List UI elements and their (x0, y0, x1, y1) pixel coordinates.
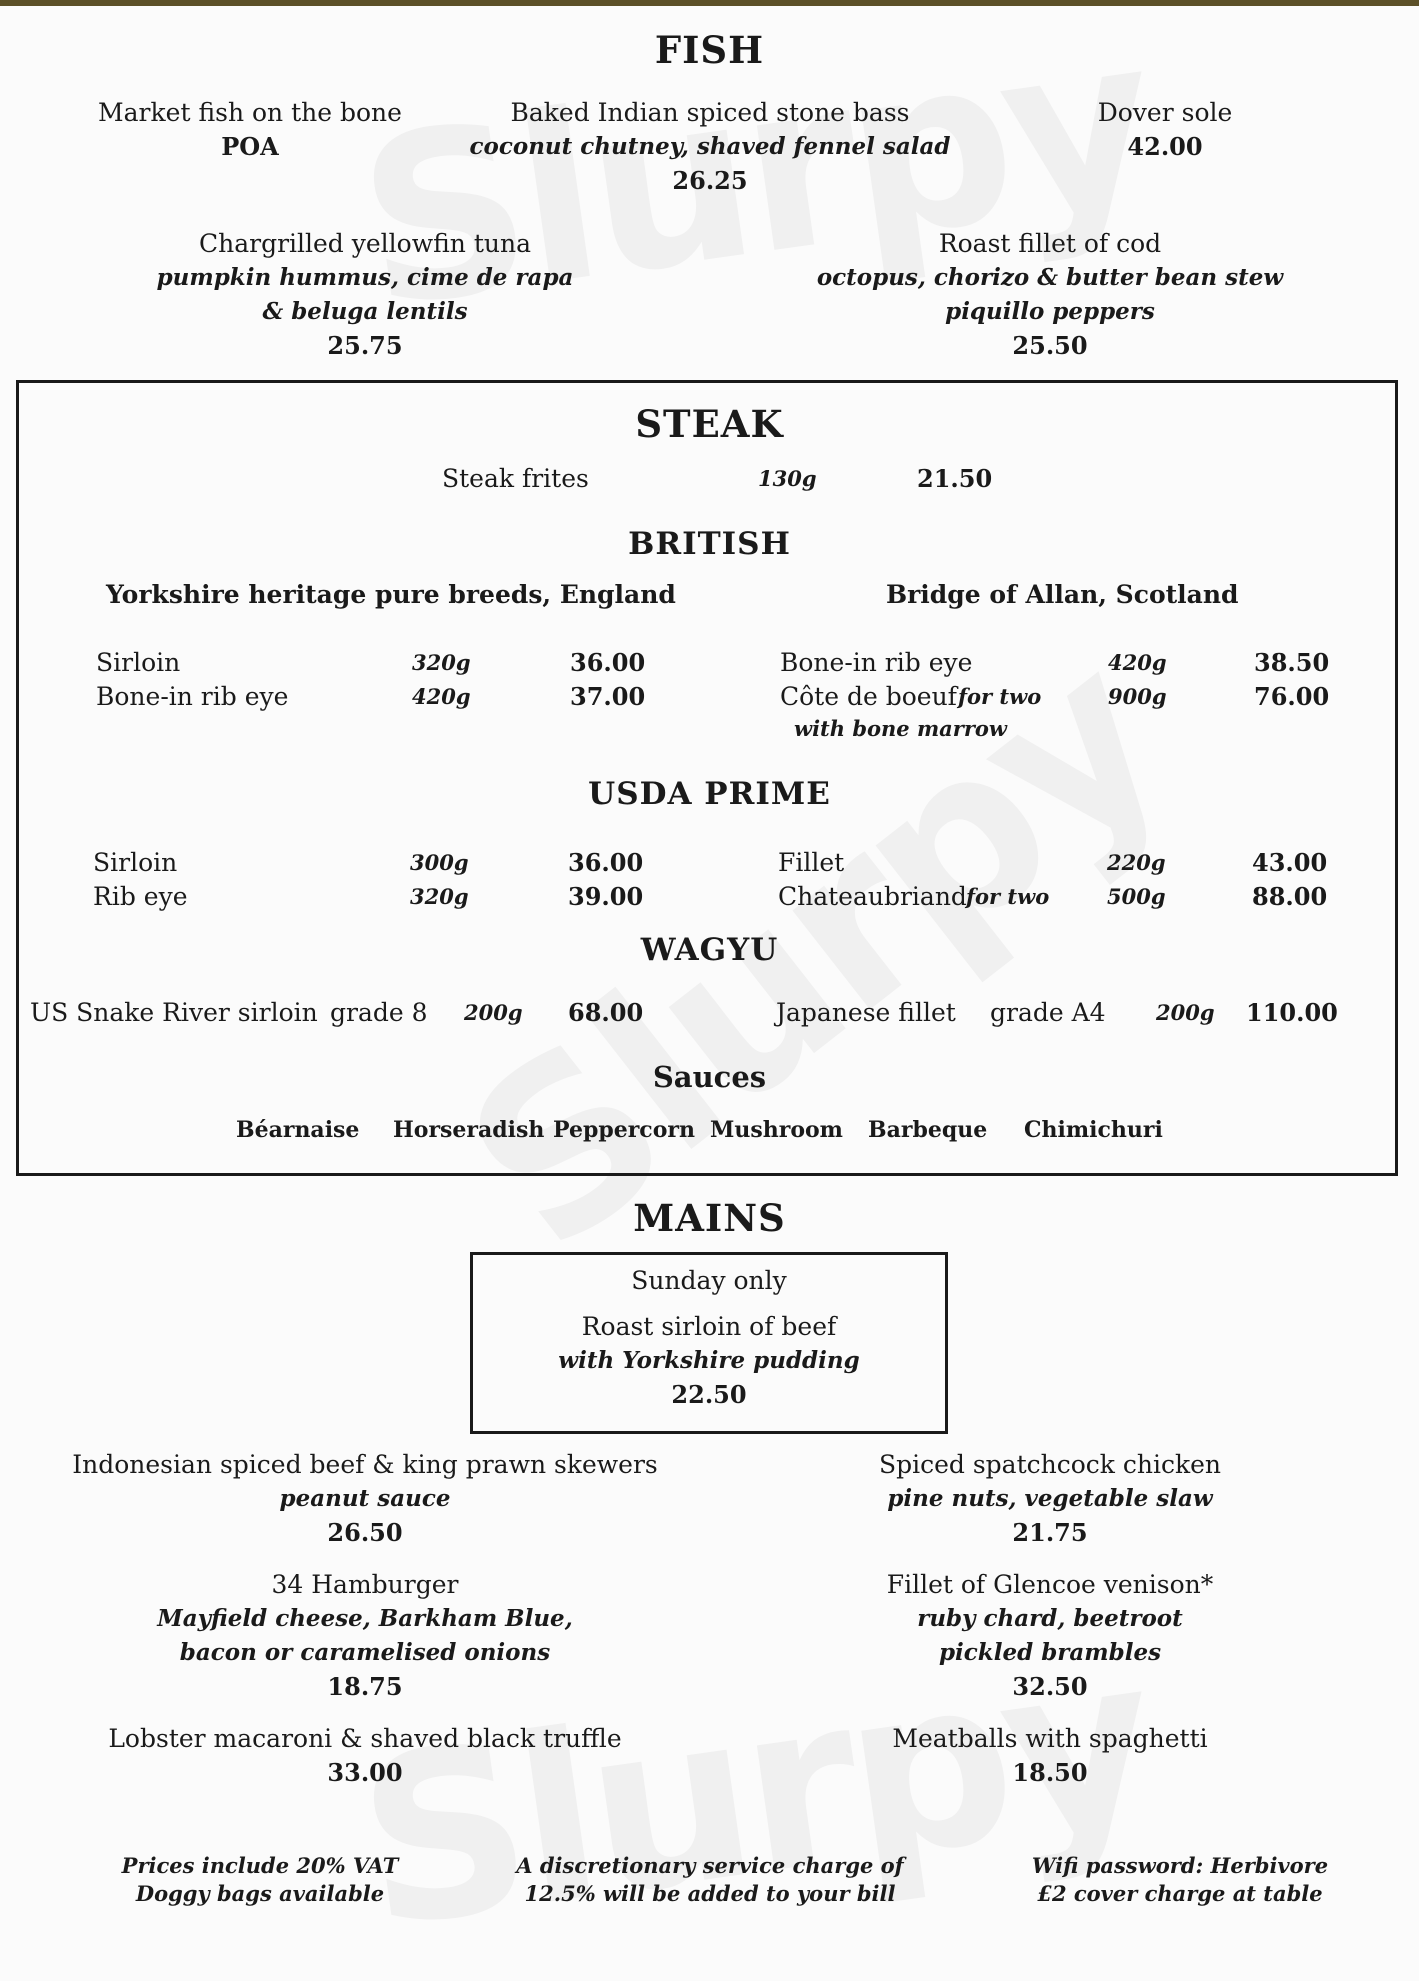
steak-name: Rib eye (93, 882, 188, 911)
dish-name: Chargrilled yellowfin tuna (198, 229, 531, 258)
steak-note: for two (966, 884, 1050, 909)
footer-note: Prices include 20% VAT (121, 1853, 399, 1878)
footer-note: £2 cover charge at table (1037, 1881, 1323, 1906)
dish-price: 21.75 (1012, 1518, 1088, 1547)
menu-item (60, 96, 440, 164)
dish-price: 22.50 (671, 1380, 747, 1409)
dish-price: 25.75 (327, 331, 403, 360)
dish-price: 25.50 (1012, 331, 1088, 360)
steak-name: US Snake River sirloin (30, 998, 318, 1027)
dish-price: 42.00 (1127, 132, 1203, 161)
subsection-title-sauces: Sauces (652, 1060, 767, 1094)
footer-note: A discretionary service charge of (516, 1853, 904, 1878)
steak-name: Fillet (778, 848, 845, 877)
dish-name: Dover sole (1097, 98, 1233, 127)
steak-price: 36.00 (568, 848, 644, 877)
dish-description: pumpkin hummus, cime de rapa (156, 264, 574, 291)
footer-left (90, 1852, 430, 1908)
steak-weight: 320g (410, 884, 469, 909)
steak-name: Japanese fillet (776, 998, 956, 1027)
subsection-title-usda: USDA PRIME (588, 776, 831, 812)
steak-price: 39.00 (568, 882, 644, 911)
sauce-item: Peppercorn (553, 1117, 695, 1143)
dish-description: bacon or caramelised onions (179, 1639, 551, 1666)
sauce-item: Chimichuri (1024, 1117, 1163, 1143)
steak-grade: grade 8 (330, 998, 428, 1027)
footer-right (990, 1852, 1370, 1908)
subsection-title-wagyu: WAGYU (640, 932, 779, 968)
dish-name: Market fish on the bone (98, 98, 402, 127)
steak-price: 43.00 (1252, 848, 1328, 877)
dish-description: & beluga lentils (262, 298, 468, 325)
sauce-item: Mushroom (710, 1117, 843, 1143)
dish-name: 34 Hamburger (271, 1570, 459, 1599)
dish-price: 32.50 (1012, 1672, 1088, 1701)
steak-extra: with bone marrow (794, 716, 1008, 741)
dish-description: pickled brambles (938, 1639, 1162, 1666)
steak-name: Bone-in rib eye (780, 648, 973, 677)
dish-name: Roast sirloin of beef (581, 1312, 837, 1341)
sunday-label: Sunday only (631, 1266, 787, 1295)
menu-item (820, 1448, 1280, 1550)
subsection-title-british: BRITISH (628, 526, 791, 562)
steak-weight: 220g (1107, 850, 1166, 875)
origin-label: Bridge of Allan, Scotland (886, 580, 1239, 609)
menu-item (820, 1722, 1280, 1790)
steak-name: Sirloin (96, 648, 181, 677)
dish-description: ruby chard, beetroot (917, 1605, 1183, 1632)
sauce-item: Horseradish (393, 1117, 545, 1143)
menu-item (790, 227, 1310, 363)
steak-note: for two (958, 684, 1042, 709)
sauce-item: Béarnaise (236, 1117, 360, 1143)
steak-price: 38.50 (1254, 648, 1330, 677)
steak-name: Bone-in rib eye (96, 682, 289, 711)
footer-note: Doggy bags available (135, 1881, 385, 1906)
footer-note: 12.5% will be added to your bill (524, 1881, 896, 1906)
dish-price: 18.50 (1012, 1758, 1088, 1787)
steak-price: 88.00 (1252, 882, 1328, 911)
menu-item (110, 1568, 620, 1704)
dish-name: Fillet of Glencoe venison* (886, 1570, 1214, 1599)
steak-price: 37.00 (570, 682, 646, 711)
section-title-steak: STEAK (635, 402, 784, 446)
dish-name: Baked Indian spiced stone bass (510, 98, 910, 127)
dish-name: Roast fillet of cod (938, 229, 1162, 258)
steak-price: 68.00 (568, 998, 644, 1027)
section-title-mains: MAINS (633, 1196, 786, 1240)
menu-item (100, 227, 630, 363)
dish-name: Spiced spatchcock chicken (878, 1450, 1222, 1479)
dish-price: 33.00 (327, 1758, 403, 1787)
origin-label: Yorkshire heritage pure breeds, England (106, 580, 676, 609)
dish-description: Mayfield cheese, Barkham Blue, (157, 1605, 573, 1632)
steak-weight: 500g (1107, 884, 1166, 909)
steak-weight: 200g (464, 1000, 523, 1025)
footer-middle (500, 1852, 920, 1908)
dish-description: with Yorkshire pudding (558, 1347, 860, 1374)
dish-description: pine nuts, vegetable slaw (887, 1485, 1213, 1512)
dish-name: Lobster macaroni & shaved black truffle (108, 1724, 622, 1753)
dish-price: 18.75 (327, 1672, 403, 1701)
top-rule (0, 0, 1419, 6)
steak-price: 76.00 (1254, 682, 1330, 711)
sunday-special (470, 1264, 948, 1412)
menu-item (1000, 96, 1330, 164)
dish-description: peanut sauce (279, 1485, 451, 1512)
steak-weight: 420g (412, 684, 471, 709)
steak-frites-name: Steak frites (442, 464, 589, 493)
steak-price: 110.00 (1246, 998, 1338, 1027)
sauce-item: Barbeque (868, 1117, 988, 1143)
steak-name: Côte de boeuf (780, 682, 957, 711)
dish-price: POA (221, 132, 279, 161)
dish-description: octopus, chorizo & butter bean stew (816, 264, 1284, 291)
dish-price: 26.25 (672, 166, 748, 195)
menu-item (460, 96, 960, 198)
steak-name: Sirloin (93, 848, 178, 877)
steak-weight: 420g (1108, 650, 1167, 675)
dish-name: Indonesian spiced beef & king prawn skewers (72, 1450, 658, 1479)
dish-description: piquillo peppers (945, 298, 1155, 325)
dish-name: Meatballs with spaghetti (892, 1724, 1208, 1753)
steak-frites-price: 21.50 (917, 464, 993, 493)
steak-grade: grade A4 (990, 998, 1106, 1027)
dish-price: 26.50 (327, 1518, 403, 1547)
menu-item (60, 1722, 670, 1790)
steak-frites-weight: 130g (758, 466, 817, 491)
steak-price: 36.00 (570, 648, 646, 677)
steak-weight: 200g (1156, 1000, 1215, 1025)
steak-name: Chateaubriand (778, 882, 967, 911)
steak-weight: 320g (412, 650, 471, 675)
footer-note: Wifi password: Herbivore (1031, 1853, 1329, 1878)
steak-weight: 300g (410, 850, 469, 875)
section-title-fish: FISH (654, 28, 765, 72)
dish-description: coconut chutney, shaved fennel salad (469, 133, 951, 160)
steak-weight: 900g (1108, 684, 1167, 709)
menu-item (820, 1568, 1280, 1704)
menu-item (60, 1448, 670, 1550)
